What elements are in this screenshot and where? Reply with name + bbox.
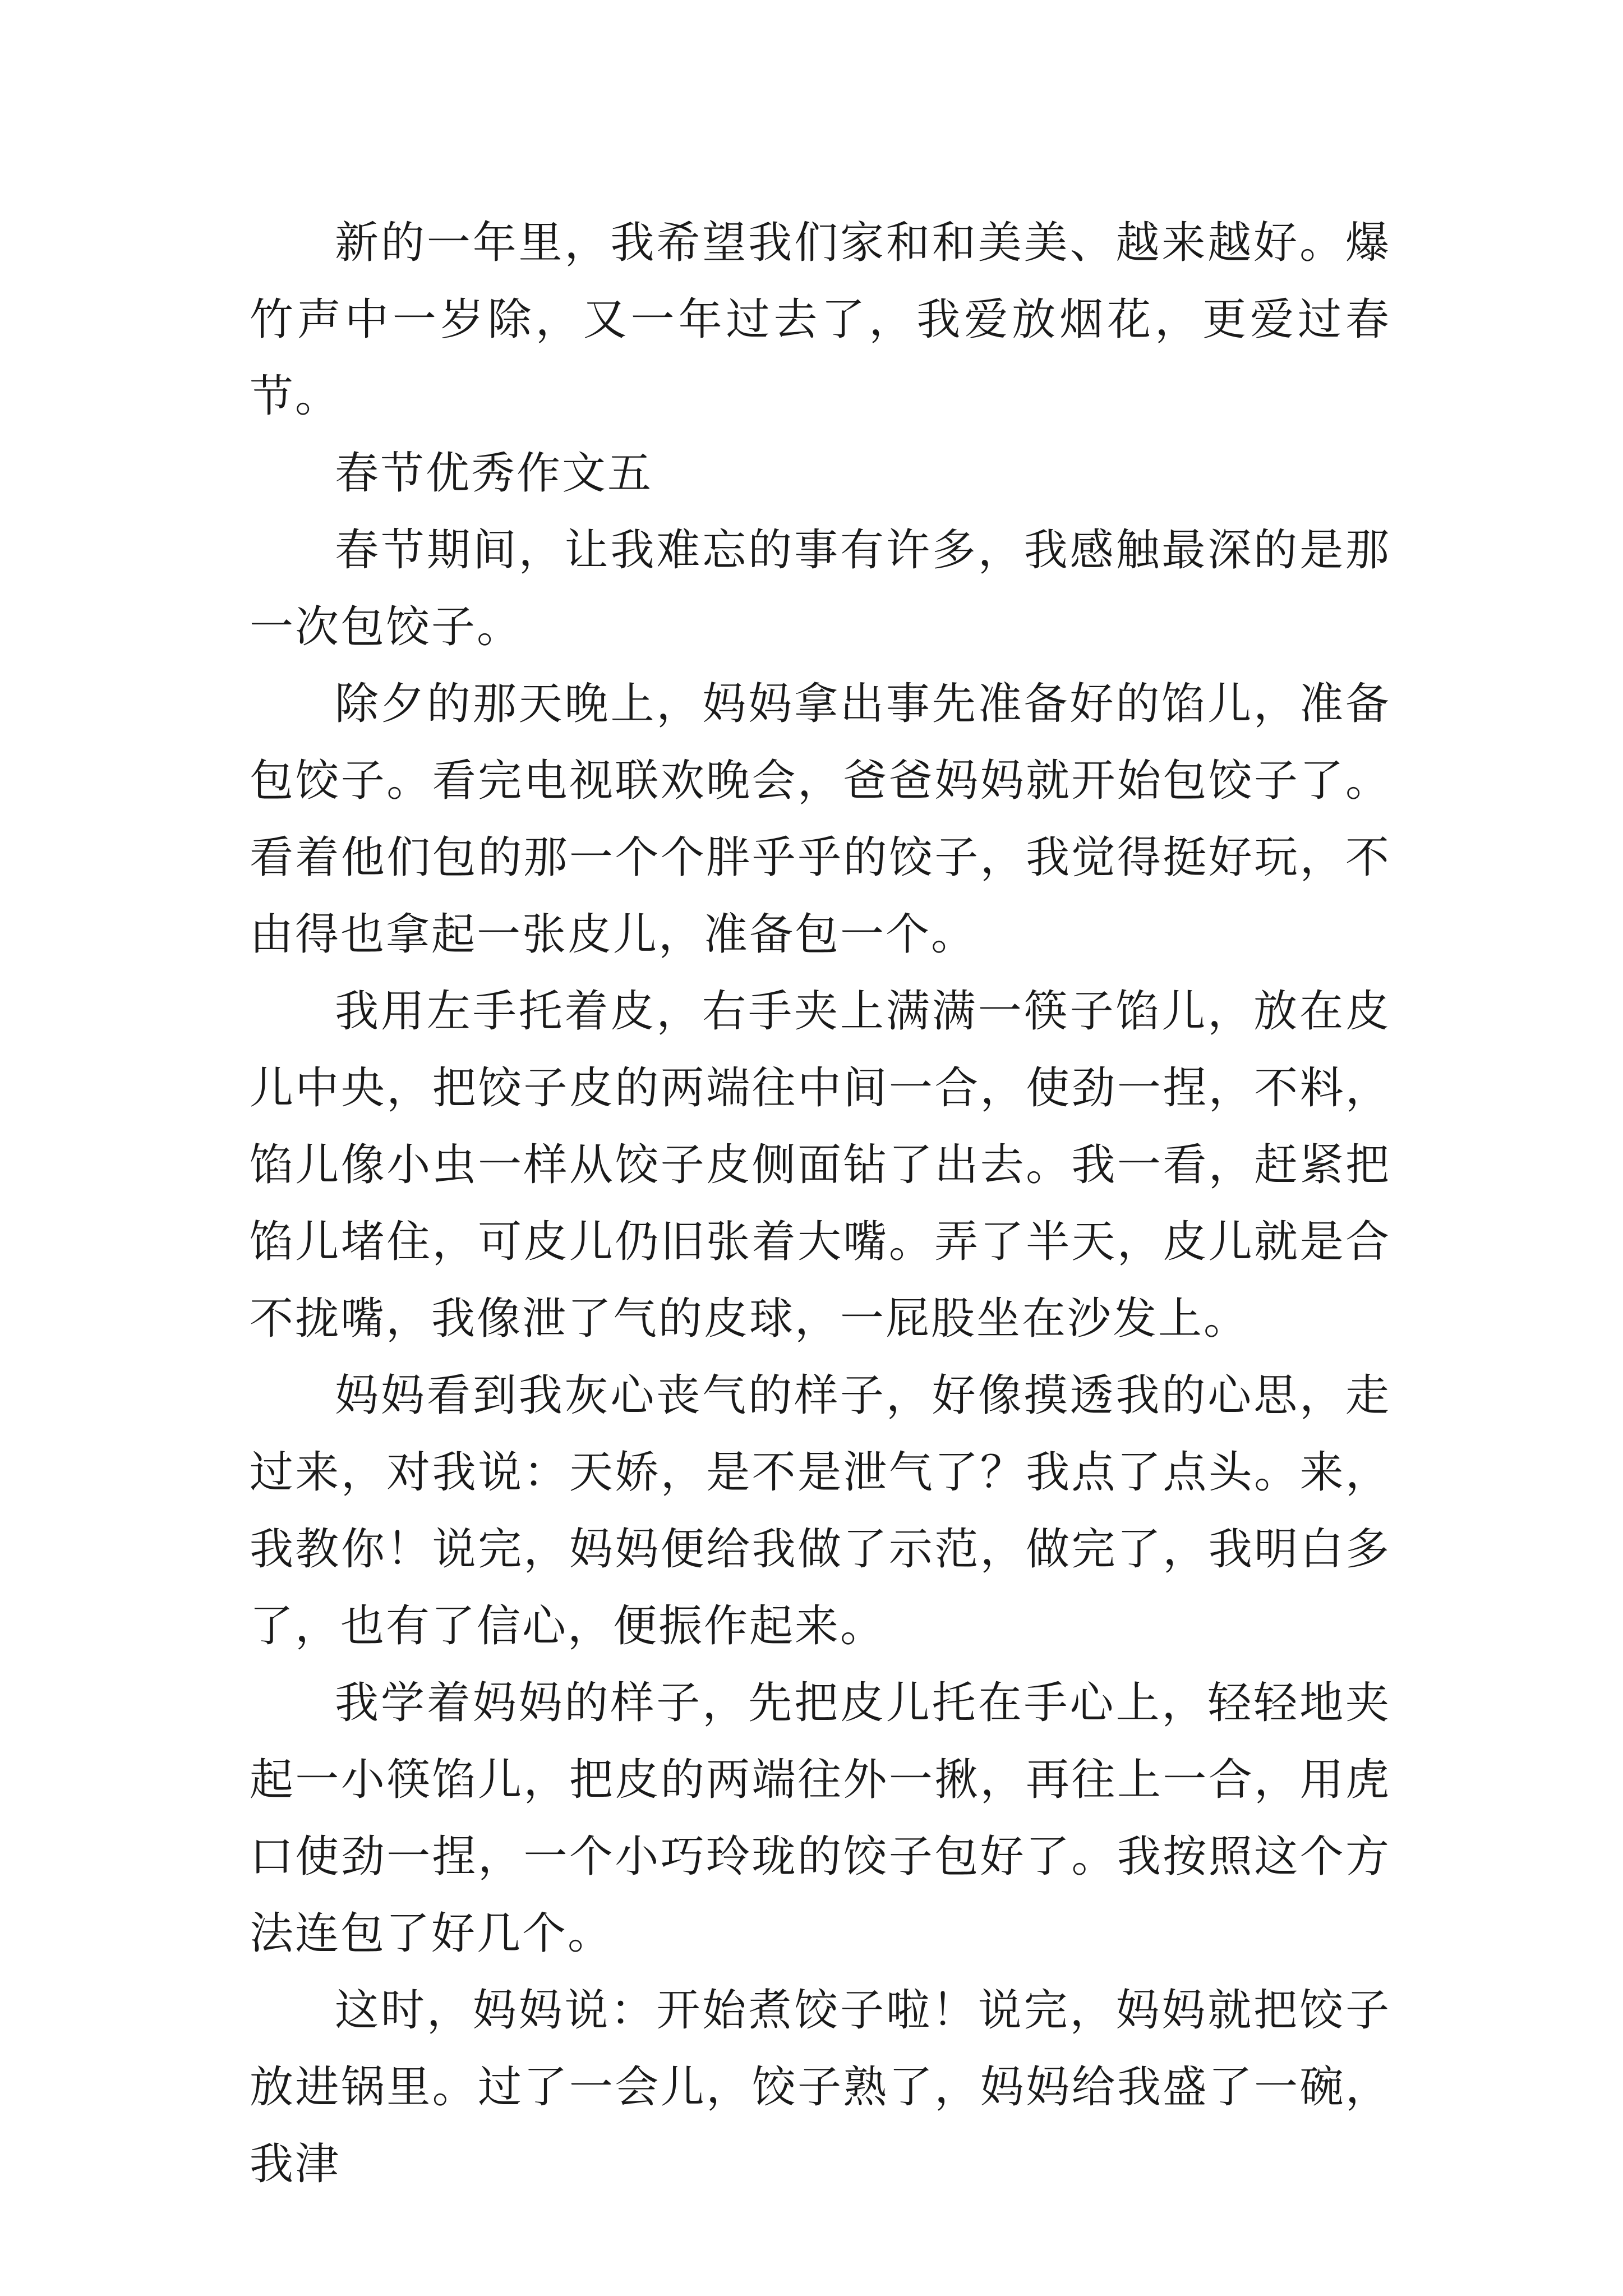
paragraph: 妈妈看到我灰心丧气的样子，好像摸透我的心思，走过来，对我说：天娇，是不是泄气了？我点了点头。来，我教你！说完，妈妈便给我做了示范，做完了，我明白多了，也有了信心，便振作起来。 [250, 1370, 1391, 1651]
paragraph: 我学着妈妈的样子，先把皮儿托在手心上，轻轻地夹起一小筷馅儿，把皮的两端往外一揪，再往上一合，用虎口使劲一捏，一个小巧玲珑的饺子包好了。我按照这个方法连包了好几个。 [250, 1678, 1391, 1959]
section-heading: 春节优秀作文五 [335, 448, 653, 499]
paragraph: 我用左手托着皮，右手夹上满满一筷子馅儿，放在皮儿中央，把饺子皮的两端往中间一合，使劲一捏，不料，馅儿像小虫一样从饺子皮侧面钻了出去。我一看，赶紧把馅儿堵住，可皮儿仍旧张着大嘴。弄了半天，皮儿就是合不拢嘴，我像泄了气的皮球，一屁股坐在沙发上。 [250, 986, 1391, 1344]
paragraph: 除夕的那天晚上，妈妈拿出事先准备好的馅儿，准备包饺子。看完电视联欢晚会，爸爸妈妈就开始包饺子了。看着他们包的那一个个胖乎乎的饺子，我觉得挺好玩，不由得也拿起一张皮儿，准备包一个。 [250, 679, 1391, 960]
document-body [250, 205, 1391, 2203]
paragraph: 春节期间，让我难忘的事有许多，我感触最深的是那一次包饺子。 [250, 525, 1391, 652]
paragraph: 这时，妈妈说：开始煮饺子啦！说完，妈妈就把饺子放进锅里。过了一会儿，饺子熟了，妈妈给我盛了一碗，我津 [250, 1985, 1391, 2189]
paragraph: 新的一年里，我希望我们家和和美美、越来越好。爆竹声中一岁除，又一年过去了，我爱放烟花，更爱过春节。 [250, 218, 1391, 422]
